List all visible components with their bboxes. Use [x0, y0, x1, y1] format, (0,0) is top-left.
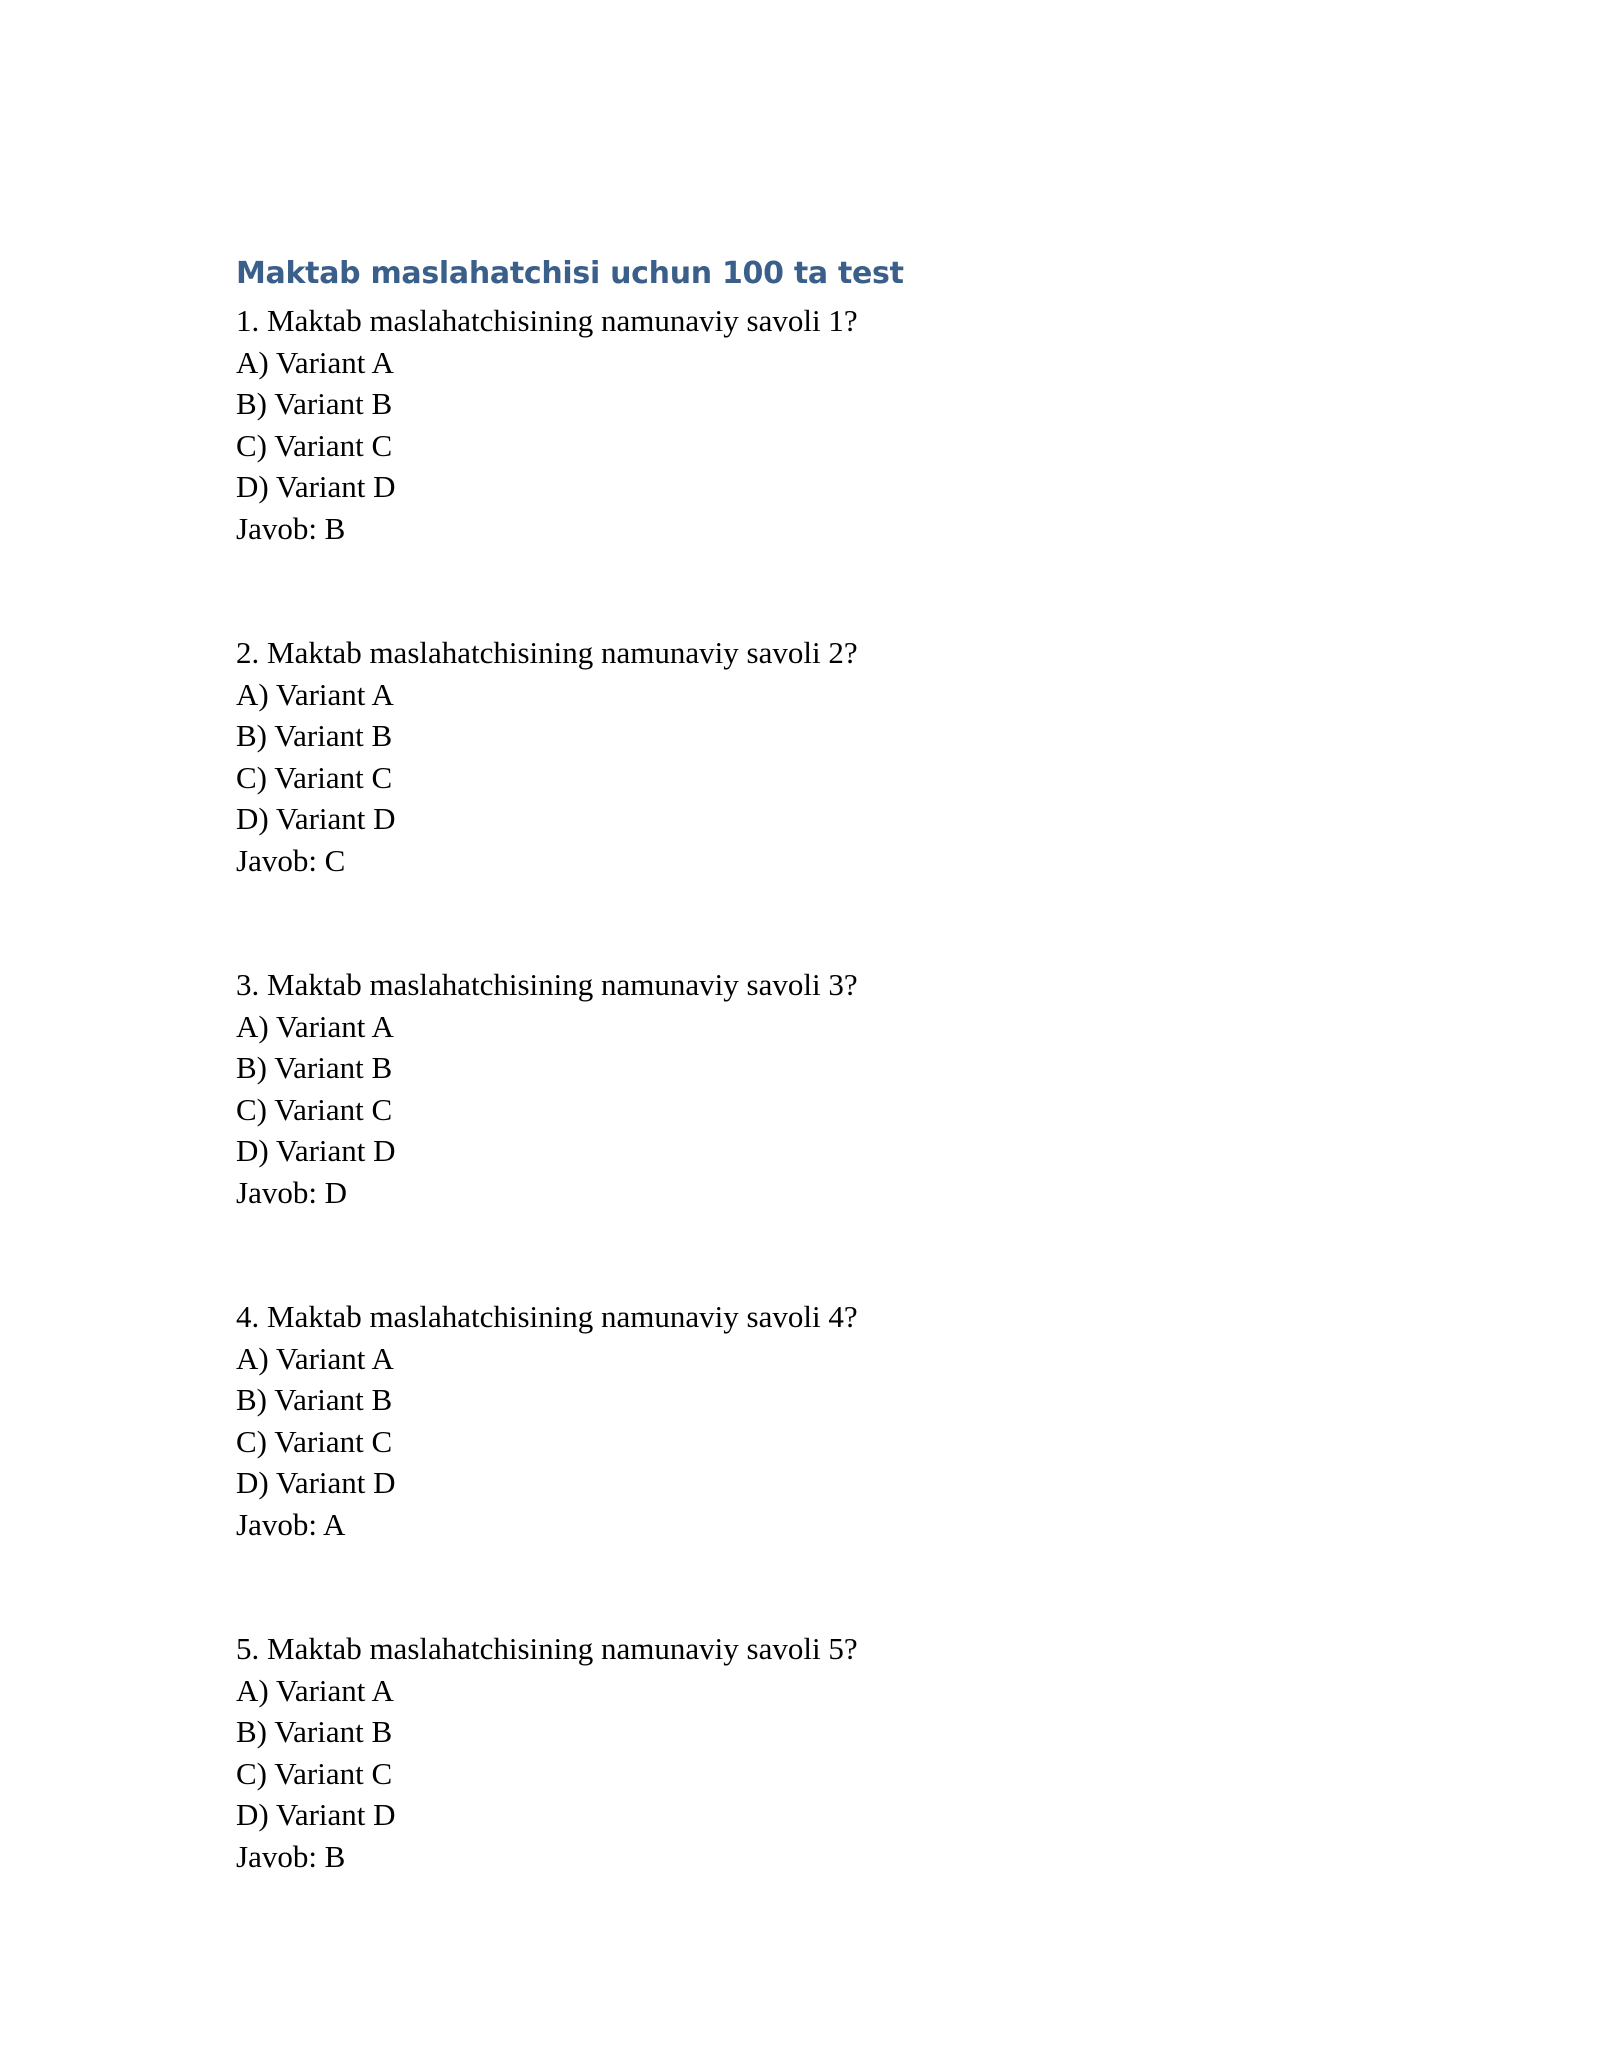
document-title: Maktab maslahatchisi uchun 100 ta test	[236, 256, 904, 291]
question-block	[236, 1628, 1366, 1877]
option-a: A) Variant A	[236, 676, 394, 712]
question-text: 4. Maktab maslahatchisining namunaviy savoli 4?	[236, 1299, 858, 1334]
option-a: A) Variant A	[236, 1008, 394, 1044]
question-text: 2. Maktab maslahatchisining namunaviy savoli 2?	[236, 635, 858, 670]
option-b: B) Variant B	[236, 386, 393, 421]
option-d: D) Variant D	[236, 801, 396, 836]
option-b: B) Variant B	[236, 718, 393, 753]
option-c: C) Variant C	[236, 1423, 393, 1459]
option-c: C) Variant C	[236, 1091, 393, 1127]
option-c: C) Variant C	[236, 427, 393, 463]
question-block	[236, 300, 1366, 549]
option-b: B) Variant B	[236, 1714, 393, 1749]
answer-text: Javob: C	[236, 842, 346, 878]
question-text: 5. Maktab maslahatchisining namunaviy savoli 5?	[236, 1631, 858, 1666]
option-d: D) Variant D	[236, 469, 396, 504]
question-block	[236, 632, 1366, 881]
answer-text: Javob: A	[236, 1506, 346, 1542]
question-text: 1. Maktab maslahatchisining namunaviy savoli 1?	[236, 303, 858, 338]
question-block	[236, 1296, 1366, 1545]
question-block	[236, 964, 1366, 1213]
option-d: D) Variant D	[236, 1133, 396, 1168]
option-c: C) Variant C	[236, 1755, 393, 1791]
option-d: D) Variant D	[236, 1797, 396, 1832]
document-content	[236, 252, 1366, 1877]
option-c: C) Variant C	[236, 759, 393, 795]
question-text: 3. Maktab maslahatchisining namunaviy savoli 3?	[236, 967, 858, 1002]
option-a: A) Variant A	[236, 1672, 394, 1708]
option-d: D) Variant D	[236, 1465, 396, 1500]
answer-text: Javob: B	[236, 1838, 346, 1874]
option-a: A) Variant A	[236, 344, 394, 380]
option-b: B) Variant B	[236, 1382, 393, 1417]
option-b: B) Variant B	[236, 1050, 393, 1085]
answer-text: Javob: D	[236, 1174, 348, 1210]
answer-text: Javob: B	[236, 510, 346, 546]
option-a: A) Variant A	[236, 1340, 394, 1376]
